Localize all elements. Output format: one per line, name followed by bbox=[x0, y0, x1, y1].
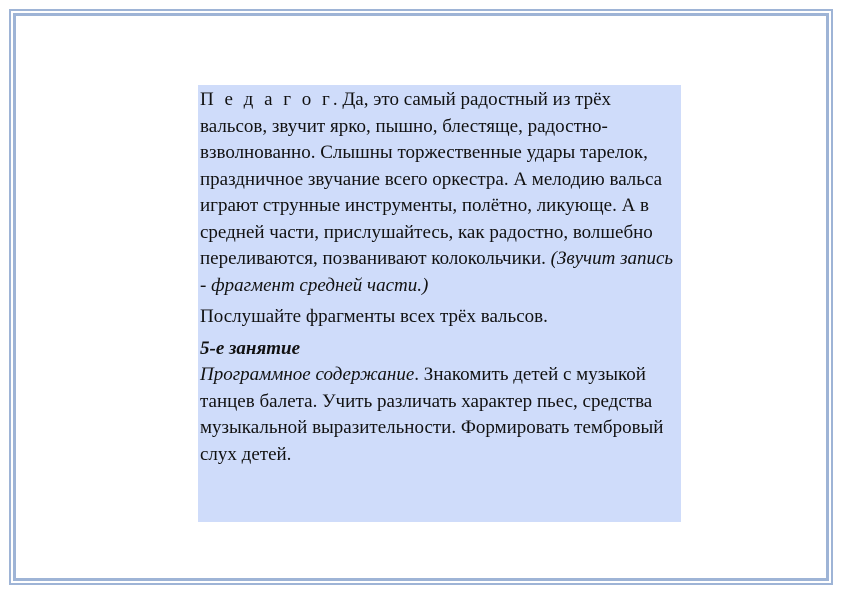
paragraph-listen: Послушайте фрагменты всех трёх вальсов. bbox=[200, 306, 548, 327]
speech-text: . Да, это самый радостный из трёх вальсов, звучит ярко, пышно, блестяще, радостно-взволнованно. Слышны торжественные удары тарелок, праздничное звучание всего оркестра. А мелодию вальса играют струнные инструменты, полётно, ликующе. А в средней части, прислушайтесь, как радостно, волшебно переливаются, позванивают колокольчики. bbox=[200, 89, 663, 269]
program-content-text: . Знакомить детей с музыкой танцев балета. Учить различать характер пьес, средства музыкальной выразительности. Формировать тембровый слух детей. bbox=[200, 364, 664, 465]
lesson-heading: 5-е занятие bbox=[200, 337, 301, 359]
speaker-label: П е д а г о г bbox=[200, 89, 333, 110]
text-box bbox=[198, 85, 681, 522]
paragraph-lesson bbox=[200, 336, 675, 469]
stage-remark: (Звучит запись - фрагмент средней части.) bbox=[200, 248, 674, 296]
paragraph-teacher-speech bbox=[200, 87, 675, 299]
program-content-label: Программное содержание bbox=[200, 364, 415, 385]
